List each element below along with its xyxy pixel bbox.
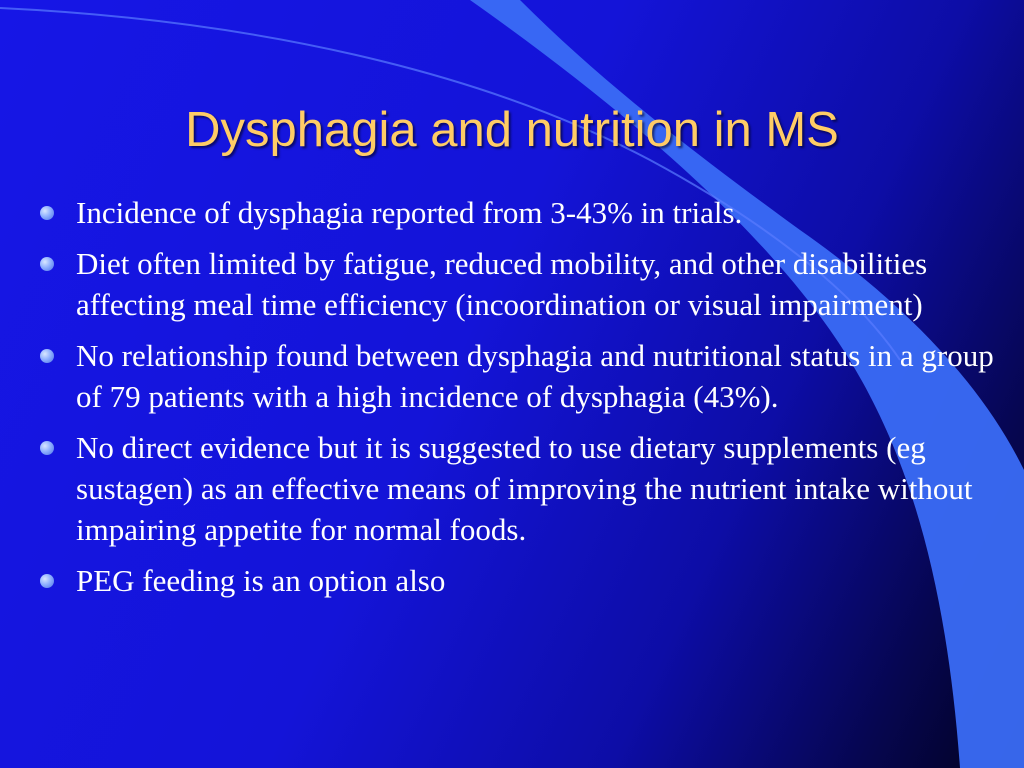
bullet-text: Incidence of dysphagia reported from 3-43% in trials. (76, 195, 743, 230)
bullet-list (34, 192, 994, 611)
bullet-item (34, 560, 994, 601)
bullet-dot-icon (40, 349, 54, 363)
bullet-item (34, 427, 994, 550)
bullet-dot-icon (40, 441, 54, 455)
bullet-dot-icon (40, 257, 54, 271)
bullet-dot-icon (40, 574, 54, 588)
bullet-text: No direct evidence but it is suggested to use dietary supplements (eg sustagen) as an effective means of improving the nutrient intake without impairing appetite for normal foods. (76, 430, 973, 547)
bullet-item (34, 335, 994, 417)
bullet-text: PEG feeding is an option also (76, 563, 446, 598)
bullet-text: Diet often limited by fatigue, reduced mobility, and other disabilities affecting meal time efficiency (incoordination or visual impairment) (76, 246, 928, 322)
slide-title: Dysphagia and nutrition in MS (185, 103, 839, 157)
bullet-text: No relationship found between dysphagia and nutritional status in a group of 79 patients with a high incidence of dysphagia (43%). (76, 338, 994, 414)
bullet-dot-icon (40, 206, 54, 220)
bullet-item (34, 192, 994, 233)
bullet-item (34, 243, 994, 325)
